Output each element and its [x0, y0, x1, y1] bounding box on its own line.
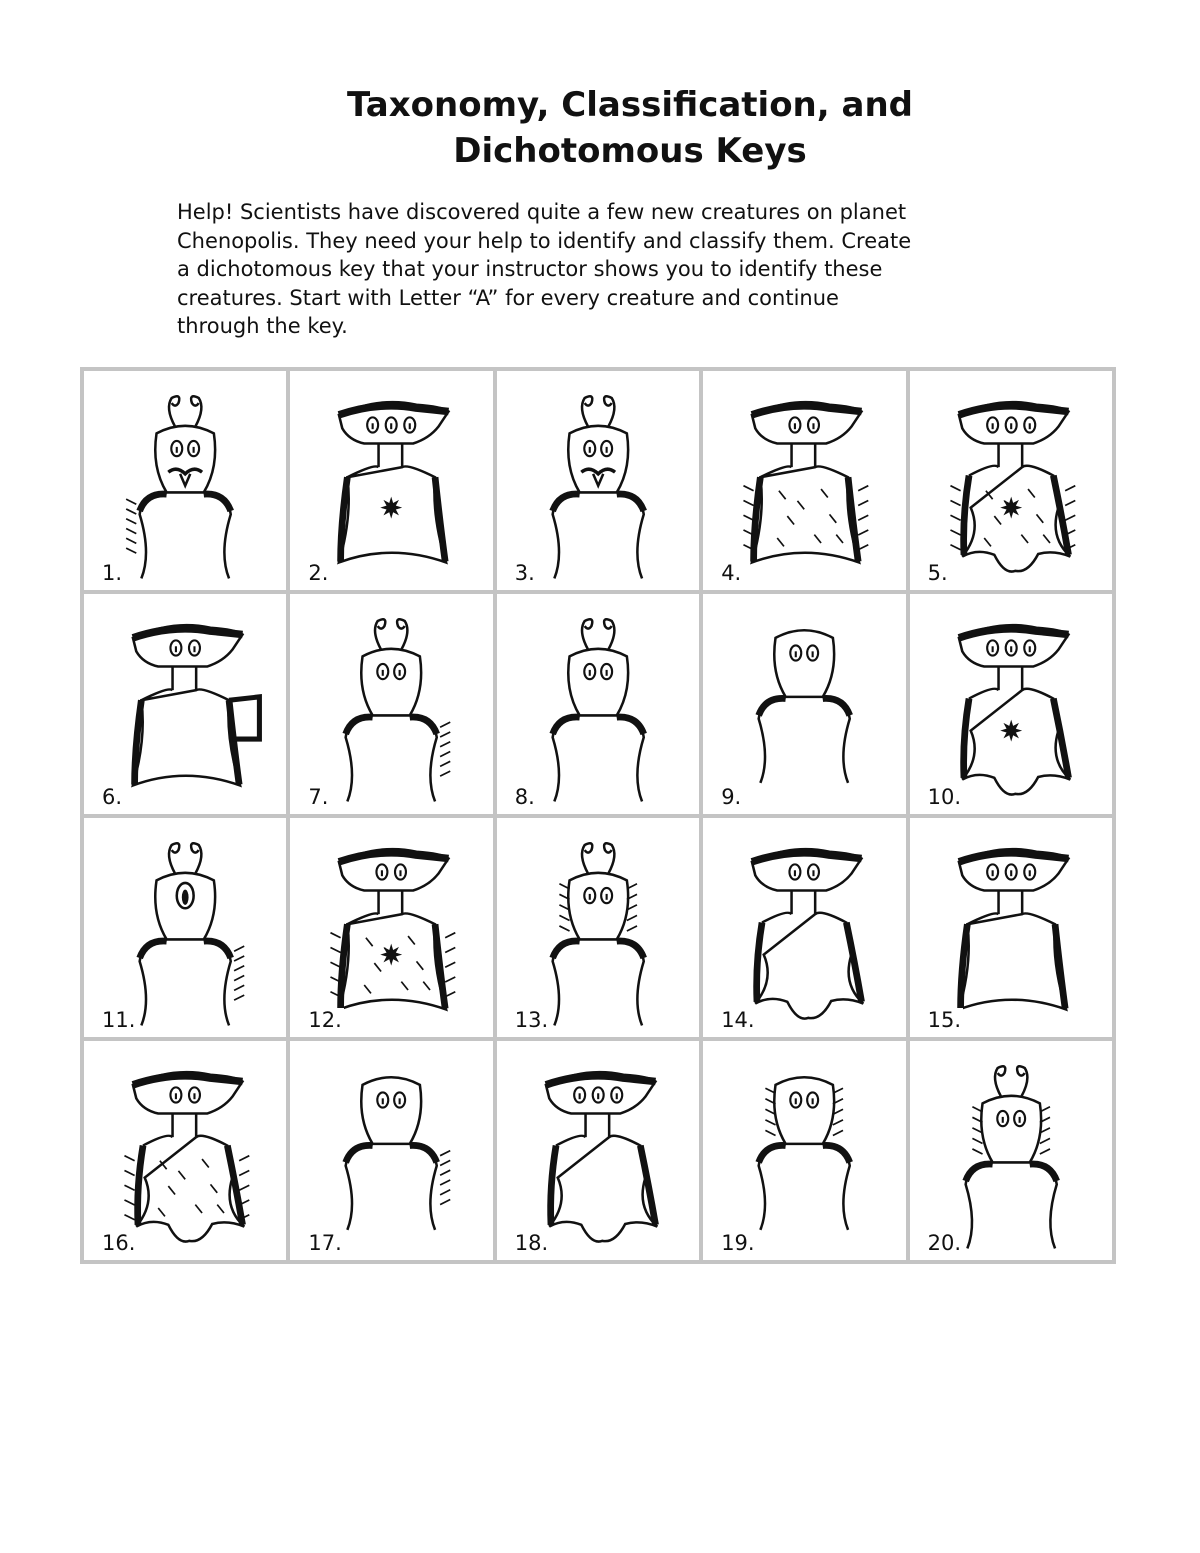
creature-number: 2. — [308, 561, 329, 586]
creature-number: 6. — [102, 784, 123, 809]
creature-cell — [910, 818, 1112, 1037]
instructions-line: Help! Scientists have discovered quite a few new creatures on planet — [177, 200, 907, 224]
title-line: Dichotomous Keys — [453, 131, 807, 171]
creature-cell — [497, 1041, 699, 1260]
creature-number: 15. — [927, 1007, 961, 1032]
creature-number: 17. — [308, 1231, 342, 1255]
creature-number: 12. — [308, 1007, 342, 1032]
creature-drawing — [290, 594, 492, 813]
creature-number: 9. — [721, 784, 742, 809]
creature-drawing — [84, 818, 286, 1037]
instructions-line: through the key. — [177, 314, 348, 338]
creature-drawing — [910, 1041, 1112, 1260]
creature-number: 4. — [721, 561, 742, 586]
creature-cell — [703, 818, 905, 1037]
creature-drawing — [497, 371, 699, 590]
creature-cell — [84, 371, 286, 590]
creature-number: 7. — [308, 784, 329, 809]
creature-cell — [290, 594, 492, 813]
creature-number: 19. — [721, 1231, 755, 1255]
creature-drawing — [703, 594, 905, 813]
creature-cell — [703, 371, 905, 590]
creature-number: 16. — [102, 1231, 136, 1255]
creature-cell — [290, 818, 492, 1037]
creature-drawing — [497, 1041, 699, 1260]
instructions-paragraph — [177, 198, 1037, 341]
creature-drawing — [910, 371, 1112, 590]
creature-number: 3. — [514, 561, 535, 586]
worksheet-title — [250, 82, 1010, 174]
creature-cell — [84, 594, 286, 813]
creature-drawing — [910, 594, 1112, 813]
creature-number: 8. — [514, 784, 535, 809]
creature-cell — [703, 594, 905, 813]
creature-drawing — [84, 594, 286, 813]
creature-cell — [497, 818, 699, 1037]
creature-drawing — [290, 818, 492, 1037]
creature-cell — [84, 818, 286, 1037]
creature-grid — [80, 367, 1116, 1264]
creature-number: 20. — [927, 1231, 961, 1255]
creature-cell — [910, 371, 1112, 590]
creature-drawing — [703, 1041, 905, 1260]
creature-drawing — [84, 1041, 286, 1260]
creature-drawing — [84, 371, 286, 590]
title-line: Taxonomy, Classification, and — [347, 85, 913, 125]
creature-drawing — [290, 371, 492, 590]
creature-drawing — [703, 818, 905, 1037]
creature-number: 11. — [102, 1007, 136, 1032]
creature-number: 18. — [514, 1231, 549, 1255]
instructions-line: creatures. Start with Letter “A” for every creature and continue — [177, 285, 839, 310]
creature-number: 13. — [514, 1007, 549, 1032]
creature-drawing — [290, 1041, 492, 1260]
creature-cell — [290, 371, 492, 590]
creature-drawing — [497, 818, 699, 1037]
creature-cell — [290, 1041, 492, 1260]
creature-drawing — [497, 594, 699, 813]
creature-number: 14. — [721, 1007, 755, 1032]
creature-cell — [703, 1041, 905, 1260]
creature-drawing — [703, 371, 905, 590]
creature-cell — [84, 1041, 286, 1260]
creature-cell — [910, 594, 1112, 813]
instructions-line: Chenopolis. They need your help to identify and classify them. Create — [177, 228, 912, 253]
instructions-line: a dichotomous key that your instructor shows you to identify these — [177, 257, 883, 281]
creature-cell — [910, 1041, 1112, 1260]
creature-cell — [497, 371, 699, 590]
creature-drawing — [910, 818, 1112, 1037]
creature-number: 1. — [102, 561, 123, 586]
creature-cell — [497, 594, 699, 813]
creature-number: 10. — [927, 784, 961, 809]
creature-number: 5. — [927, 561, 948, 586]
